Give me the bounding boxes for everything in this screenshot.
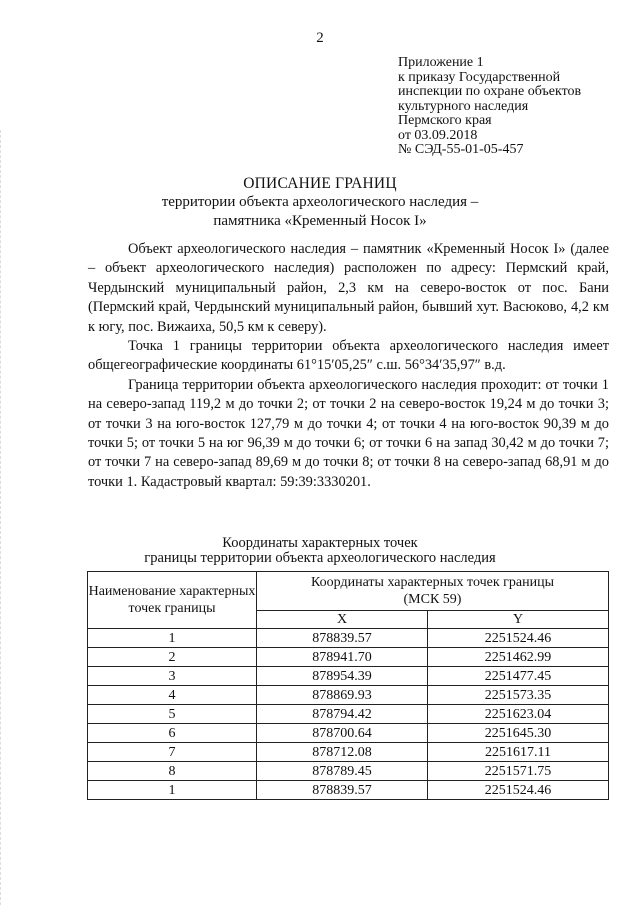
table-row	[88, 762, 609, 781]
cell-y: 2251645.30	[428, 724, 609, 743]
cell-point: 3	[88, 667, 257, 686]
page-number: 2	[316, 30, 324, 46]
cell-point: 2	[88, 648, 257, 667]
cell-x: 878839.57	[257, 781, 428, 800]
appendix-line: № СЭД-55-01-05-457	[398, 142, 524, 157]
cell-x: 878869.93	[257, 686, 428, 705]
cell-y: 2251573.35	[428, 686, 609, 705]
cell-x: 878700.64	[257, 724, 428, 743]
table-row	[88, 724, 609, 743]
cell-y: 2251477.45	[428, 667, 609, 686]
cell-x: 878954.39	[257, 667, 428, 686]
table-caption	[0, 536, 640, 566]
binding-edge-line	[0, 130, 2, 905]
header-point-name: Наименование характерных точек границы	[88, 572, 257, 629]
table-row	[88, 686, 609, 705]
appendix-line: Пермского края	[398, 113, 492, 128]
table-row	[88, 667, 609, 686]
header-y: Y	[428, 611, 609, 629]
header-coordinates: Координаты характерных точек границы (МСК 59)	[257, 572, 609, 611]
appendix-line: к приказу Государственной	[398, 69, 561, 85]
header-x: X	[257, 611, 428, 629]
appendix-line: инспекции по охране объектов	[398, 84, 582, 99]
table-row	[88, 629, 609, 648]
cell-x: 878839.57	[257, 629, 428, 648]
cell-y: 2251623.04	[428, 705, 609, 724]
cell-point: 7	[88, 743, 257, 762]
appendix-line: культурного наследия	[398, 98, 529, 114]
cell-y: 2251524.46	[428, 629, 609, 648]
cell-y: 2251462.99	[428, 648, 609, 667]
title-line-3: памятника «Кременный Носок I»	[213, 213, 427, 229]
appendix-line: от 03.09.2018	[398, 127, 478, 143]
paragraph-boundary: Граница территории объекта археологического наследия проходит: от точки 1 на северо-запад 119,2 м до точки 2; от точки 2 на северо-восток 19,24 м до точки 3; от точки 3 на юго-восток 127,79 м до точки 4; от точки 4 на юго-восток 90,39 м до точки 5; от точки 5 на юг 96,39 м до точки 6; от точки 6 на запад 30,42 м до точки 7; от точки 7 на северо-запад 89,69 м до точки 8; от точки 8 на северо-запад 68,91 м до точки 1. Кадастровый квартал: 59:39:3330201.	[88, 376, 609, 490]
title-line-2: территории объекта археологического наследия –	[161, 194, 479, 210]
cell-x: 878941.70	[257, 648, 428, 667]
table-row	[88, 781, 609, 800]
cell-point: 5	[88, 705, 257, 724]
table-caption-line-2: границы территории объекта археологического наследия	[144, 550, 496, 566]
cell-point: 6	[88, 724, 257, 743]
cell-x: 878712.08	[257, 743, 428, 762]
coordinates-table	[87, 571, 609, 800]
cell-x: 878794.42	[257, 705, 428, 724]
cell-point: 1	[88, 629, 257, 648]
cell-point: 4	[88, 686, 257, 705]
table-row	[88, 648, 609, 667]
cell-y: 2251524.46	[428, 781, 609, 800]
title-main: ОПИСАНИЕ ГРАНИЦ	[243, 175, 397, 192]
cell-point: 8	[88, 762, 257, 781]
cell-x: 878789.45	[257, 762, 428, 781]
paragraph-coordinates: Точка 1 границы территории объекта археологического наследия имеет общегеографические координаты 61°15′05,25″ с.ш. 56°34′35,97″ в.д.	[88, 338, 609, 374]
table-caption-line-1: Координаты характерных точек	[222, 535, 418, 551]
coordinates-table-body	[88, 629, 609, 800]
appendix-line: Приложение 1	[398, 55, 484, 70]
cell-y: 2251617.11	[428, 743, 609, 762]
appendix-block	[398, 56, 628, 158]
cell-point: 1	[88, 781, 257, 800]
table-row	[88, 743, 609, 762]
document-title	[0, 174, 640, 231]
table-row	[88, 705, 609, 724]
cell-y: 2251571.75	[428, 762, 609, 781]
body-text	[88, 240, 609, 492]
paragraph-location: Объект археологического наследия – памятник «Кременный Носок I» (далее – объект археологического наследия) расположен по адресу: Пермский край, Чердынский муниципальный район, 2,3 км на северо-восток от пос. Бани (Пермский край, Чердынский муниципальный район, бывший хут. Васюково, 4,2 км к югу, пос. Вижаиха, 50,5 км к северу).	[88, 241, 609, 335]
